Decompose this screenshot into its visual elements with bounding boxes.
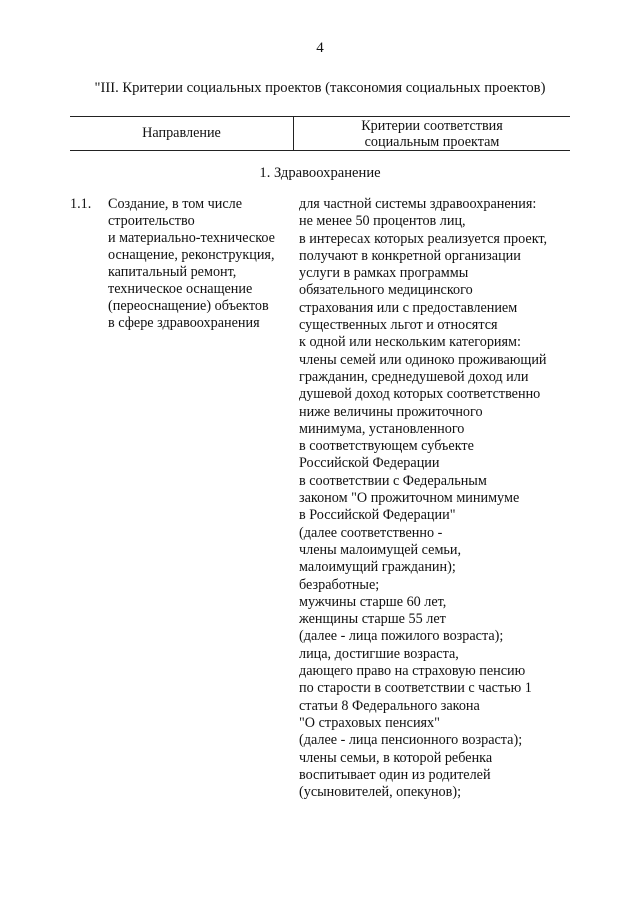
criteria-line: ниже величины прожиточного — [299, 403, 483, 420]
criteria-line: дающего право на страховую пенсию — [299, 663, 526, 680]
criteria-line: для частной системы здравоохранения: — [299, 196, 537, 212]
criteria-line: по старости в соответствии с частью 1 — [299, 680, 532, 697]
criteria-cell — [299, 196, 579, 801]
column-header-criteria — [294, 117, 570, 150]
column-header-criteria-line: социальным проектам — [364, 133, 500, 150]
criteria-line: (далее - лица пенсионного возраста); — [299, 732, 523, 749]
row-number: 1.1. — [70, 196, 92, 212]
direction-line: оснащение, реконструкция, — [108, 247, 275, 263]
criteria-line: статьи 8 Федерального закона — [299, 697, 480, 714]
criteria-line: гражданин, среднедушевой доход или — [299, 368, 529, 385]
criteria-line: в соответствии с Федеральным — [299, 472, 487, 489]
criteria-line: услуги в рамках программы — [299, 265, 469, 282]
criteria-line: в интересах которых реализуется проект, — [299, 230, 548, 247]
direction-line: Создание, в том числе — [108, 196, 243, 212]
criteria-line: женщины старше 55 лет — [299, 611, 446, 628]
criteria-line: безработные; — [299, 576, 380, 593]
criteria-line: не менее 50 процентов лиц, — [299, 213, 466, 230]
page-number: 4 — [316, 40, 324, 56]
criteria-line: минимума, установленного — [299, 420, 465, 437]
criteria-line: к одной или нескольким категориям: — [299, 334, 521, 351]
criteria-line: члены семей или одиноко проживающий — [299, 351, 547, 368]
criteria-line: существенных льгот и относятся — [299, 317, 498, 334]
direction-line: техническое оснащение — [108, 281, 253, 297]
criteria-line: в соответствующем субъекте — [299, 438, 474, 455]
criteria-line: члены малоимущей семьи, — [299, 541, 462, 558]
direction-line: строительство — [108, 213, 195, 229]
criteria-line: Российской Федерации — [299, 455, 440, 472]
criteria-line: душевой доход которых соответственно — [299, 386, 541, 403]
direction-line: в сфере здравоохранения — [108, 315, 260, 331]
criteria-line: "О страховых пенсиях" — [299, 714, 440, 731]
criteria-line: (усыновителей, опекунов); — [299, 784, 462, 801]
criteria-line: (далее - лица пожилого возраста); — [299, 628, 504, 645]
criteria-line: (далее соответственно - — [299, 524, 443, 541]
direction-line: и материально-техническое — [108, 230, 275, 246]
direction-line: капитальный ремонт, — [108, 264, 237, 280]
criteria-line: воспитывает один из родителей — [299, 766, 491, 783]
criteria-line: в Российской Федерации" — [299, 507, 456, 524]
document-title: "III. Критерии социальных проектов (таксономия социальных проектов) — [94, 80, 546, 96]
column-header-criteria-line: Критерии соответствия — [361, 117, 503, 134]
criteria-line: обязательного медицинского — [299, 282, 473, 299]
direction-cell — [108, 196, 293, 332]
criteria-line: мужчины старше 60 лет, — [299, 593, 447, 610]
criteria-line: лица, достигшие возраста, — [299, 645, 459, 662]
section-heading: 1. Здравоохранение — [259, 165, 381, 181]
criteria-line: законом "О прожиточном минимуме — [299, 490, 520, 507]
criteria-line: члены семьи, в которой ребенка — [299, 749, 493, 766]
table-header — [70, 116, 570, 151]
criteria-line: страхования или с предоставлением — [299, 299, 518, 316]
direction-line: (переоснащение) объектов — [108, 298, 269, 314]
column-header-direction: Направление — [142, 125, 221, 141]
criteria-line: получают в конкретной организации — [299, 247, 521, 264]
criteria-line: малоимущий гражданин); — [299, 559, 456, 576]
